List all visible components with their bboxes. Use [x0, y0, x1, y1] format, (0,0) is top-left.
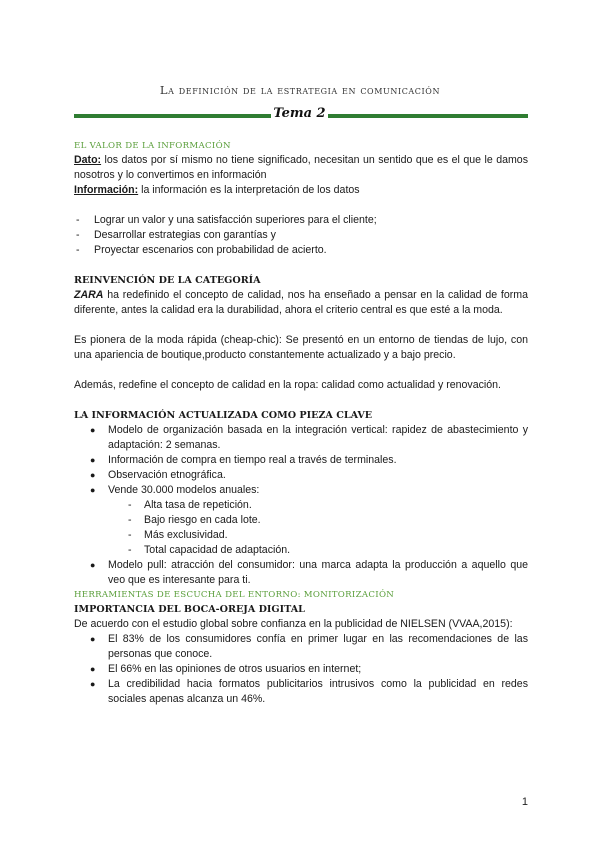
section-heading-valor: EL VALOR DE LA INFORMACIÓN — [74, 141, 231, 151]
modelos-sublist — [74, 498, 528, 558]
section-heading-boca-oreja: IMPORTANCIA DEL BOCA-OREJA DIGITAL — [74, 604, 305, 615]
informacion-list — [74, 423, 528, 498]
list-item: ● El 83% de los consumidores confía en primer lugar en las recomendaciones de las personas que conoce. — [74, 632, 528, 662]
list-item: - Lograr un valor y una satisfacción superiores para el cliente; — [74, 213, 528, 228]
boca-oreja-list — [74, 632, 528, 707]
list-item: ● Información de compra en tiempo real a través de terminales. — [74, 453, 528, 468]
dato-term: Dato: — [74, 154, 102, 166]
list-item: - Bajo riesgo en cada lote. — [74, 513, 528, 528]
list-item: - Total capacidad de adaptación. — [74, 543, 528, 558]
document-body — [74, 139, 528, 707]
title-rule-right — [328, 114, 528, 118]
list-item: - Desarrollar estrategias con garantías y — [74, 228, 528, 243]
pionera-paragraph: Es pionera de la moda rápida (cheap-chic): Se presentó en un entorno de tiendas de lujo, con una apariencia de boutique,producto constantemente actualizado y a bajo precio. — [74, 334, 528, 361]
zara-brand: ZARA — [74, 289, 104, 301]
list-item: - Alta tasa de repetición. — [74, 498, 528, 513]
list-item: ● Vende 30.000 modelos anuales: — [74, 483, 528, 498]
list-item: - Proyectar escenarios con probabilidad de acierto. — [74, 243, 528, 258]
title-rule-left — [74, 114, 271, 118]
list-item: ● El 66% en las opiniones de otros usuarios en internet; — [74, 662, 528, 677]
nielsen-paragraph: De acuerdo con el estudio global sobre confianza en la publicidad de NIELSEN (VVAA,2015): — [74, 618, 513, 630]
document-title: La definición de la estrategia en comunicación — [159, 83, 441, 97]
informacion-list-end — [74, 558, 528, 588]
tema-label: Tema 2 — [273, 106, 326, 121]
zara-text: ha redefinido el concepto de calidad, nos ha enseñado a pensar en la calidad de forma diferente, antes la calidad era la durabilidad, ahora el criterio central es que esté a la moda. — [74, 289, 528, 316]
section-heading-informacion: LA INFORMACIÓN ACTUALIZADA COMO PIEZA CLAVE — [74, 410, 373, 421]
dato-text: los datos por sí mismo no tiene significado, necesitan un sentido que es el que le damos nosotros y lo convertimos en información — [74, 154, 528, 181]
dato-paragraph — [74, 153, 528, 183]
informacion-term: Información: — [74, 184, 139, 196]
list-item: ● Modelo de organización basada en la integración vertical: rapidez de abastecimiento y adaptación: 2 semanas. — [74, 423, 528, 453]
zara-paragraph — [74, 288, 528, 318]
list-item: ● Observación etnográfica. — [74, 468, 528, 483]
section-heading-herramientas: HERRAMIENTAS DE ESCUCHA DEL ENTORNO: MONITORIZACIÓN — [74, 590, 395, 600]
page-number: 1 — [521, 796, 528, 808]
redefine-paragraph: Además, redefine el concepto de calidad en la ropa: calidad como actualidad y renovación. — [74, 379, 501, 391]
list-item: ● La credibilidad hacia formatos publicitarios intrusivos como la publicidad en redes sociales apenas alcanza un 46%. — [74, 677, 528, 707]
informacion-paragraph — [74, 183, 528, 198]
list-item: ● Modelo pull: atracción del consumidor: una marca adapta la producción a aquello que veo que es interesante para ti. — [74, 558, 528, 588]
list-item: - Más exclusividad. — [74, 528, 528, 543]
informacion-text: la información es la interpretación de los datos — [138, 184, 360, 196]
section-heading-reinvencion: REINVENCIÓN DE LA CATEGORÍA — [74, 275, 261, 286]
valor-list — [74, 213, 528, 258]
